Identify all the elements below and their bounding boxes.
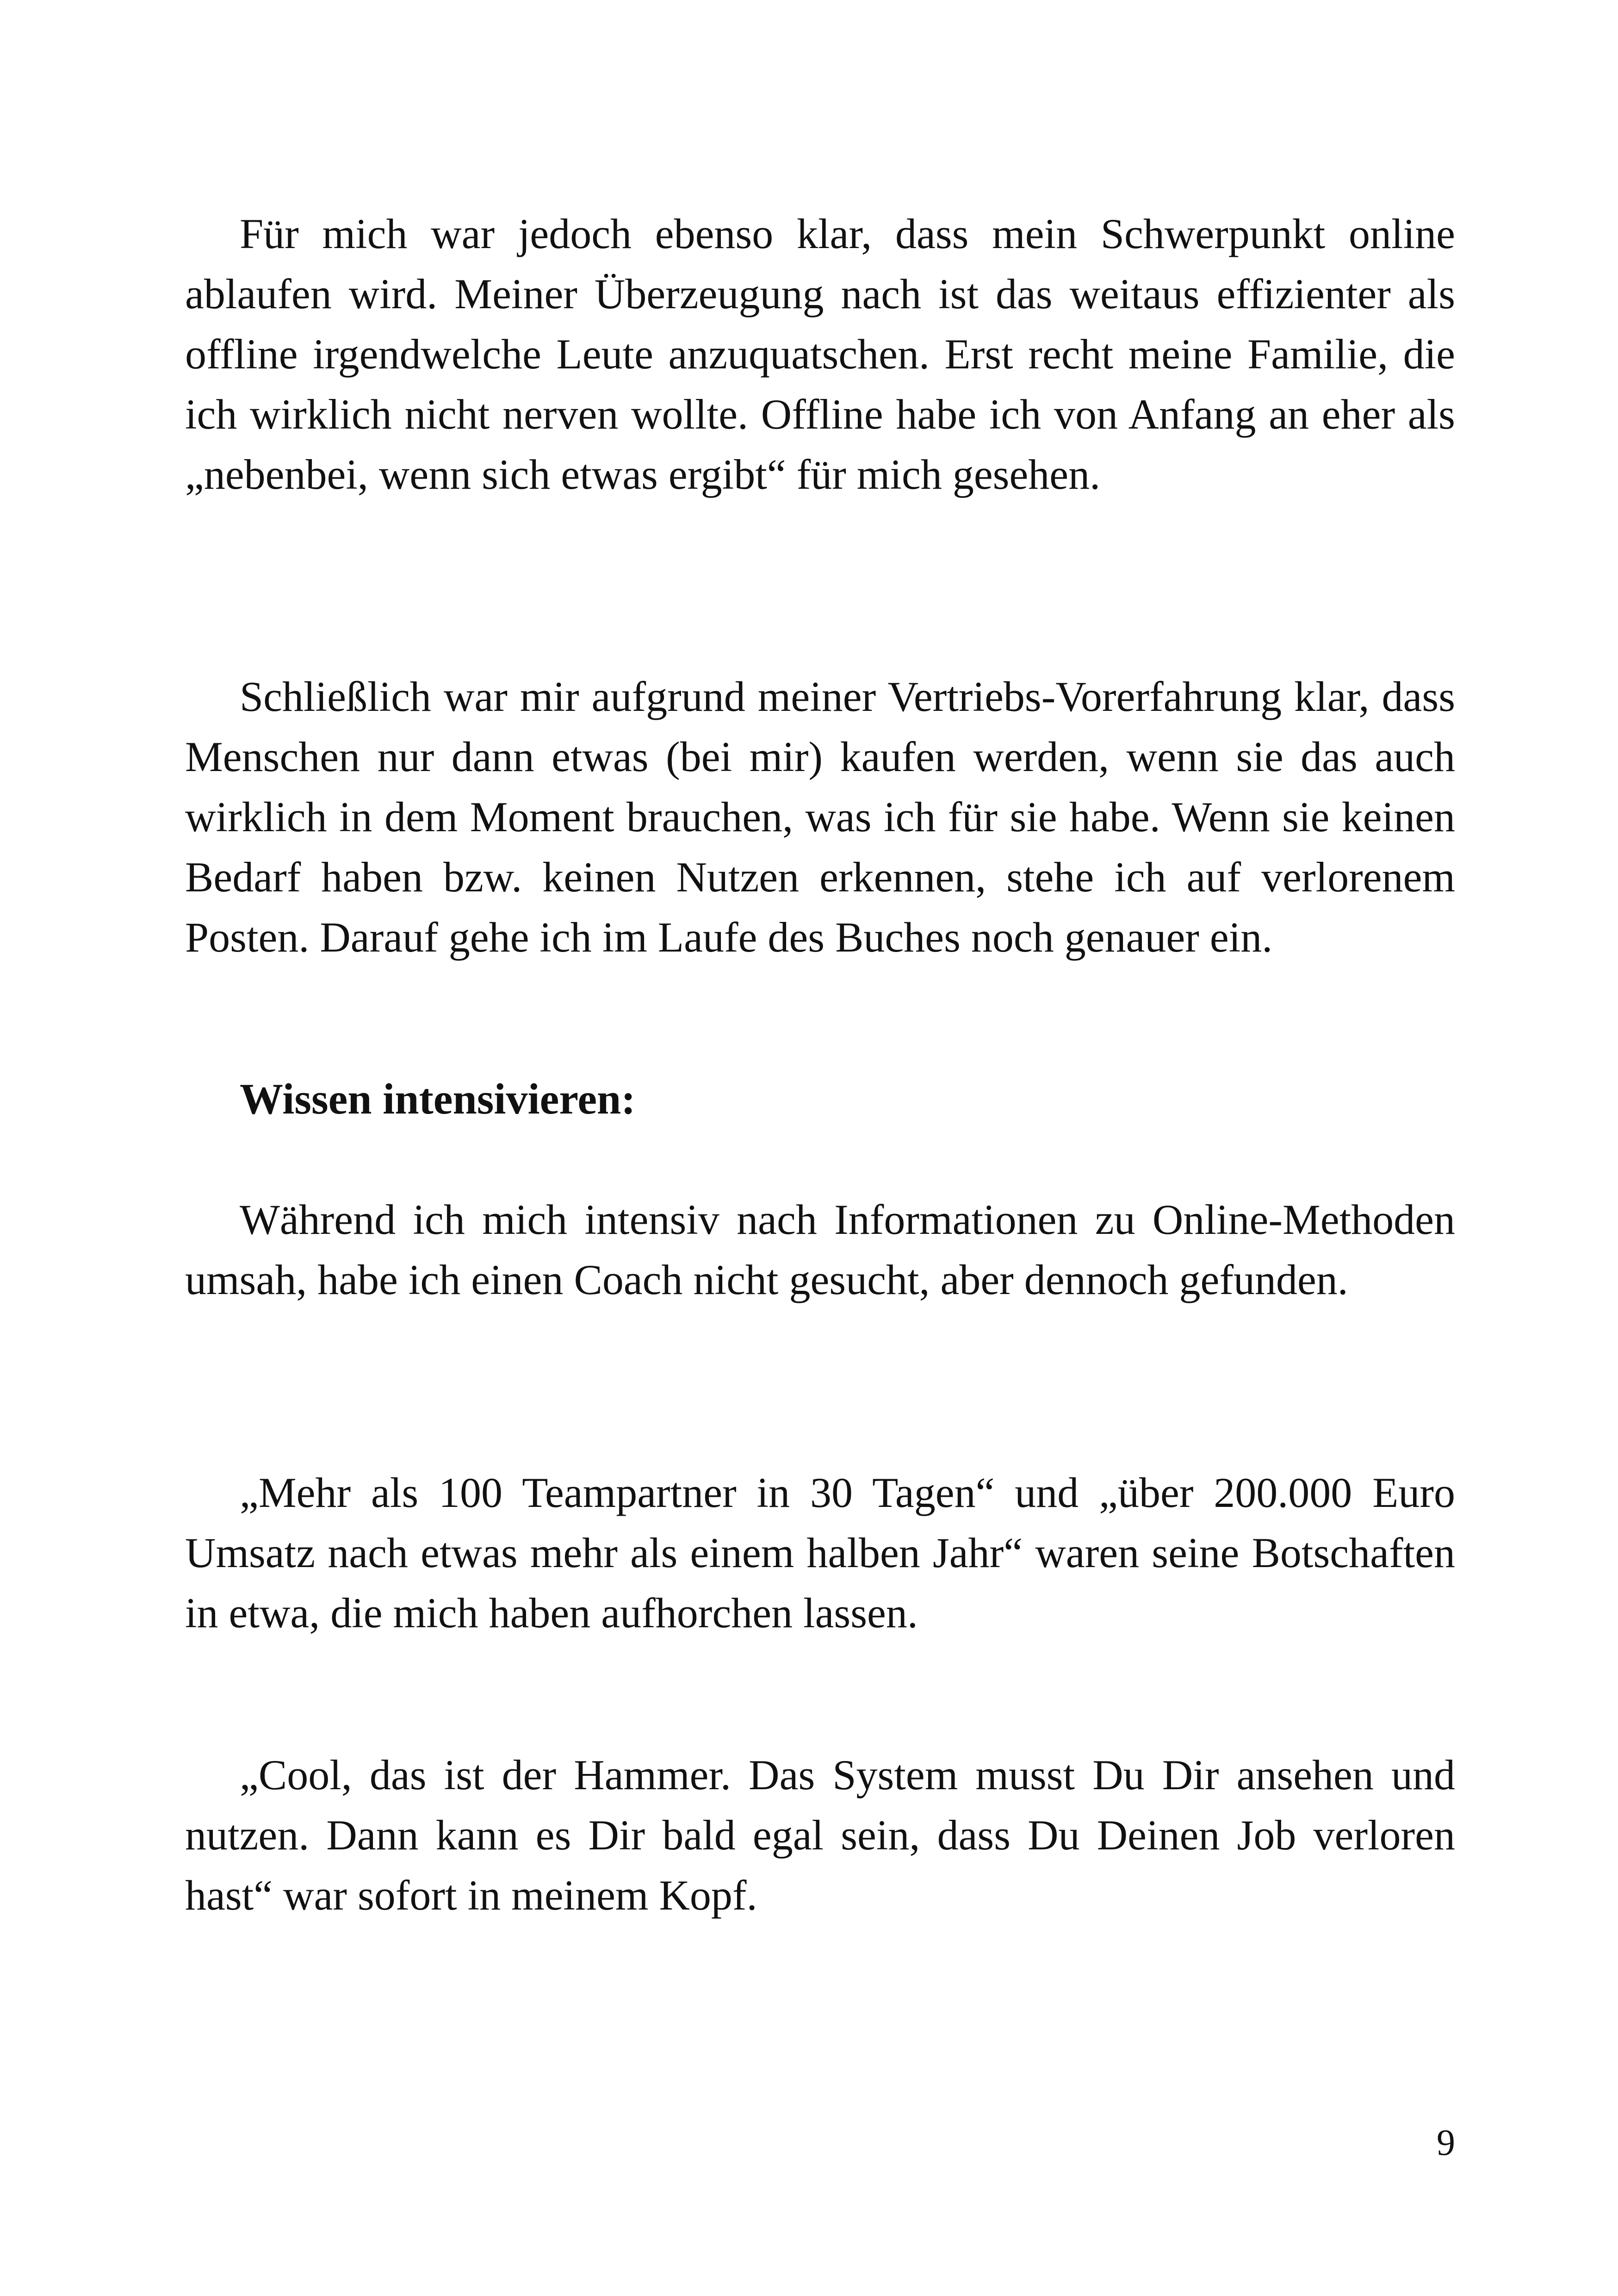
page-number: 9 — [1437, 2122, 1455, 2163]
paragraph-inner-thought: „Cool, das ist der Hammer. Das System musst Du Dir ansehen und nutzen. Dann kann es Dir bald egal sein, dass Du Deinen Job verloren hast“ war sofort in meinem Kopf. — [185, 1751, 1455, 1919]
paragraph-sales-experience: Schließlich war mir aufgrund meiner Vertriebs-Vorerfahrung klar, dass Menschen nur dann etwas (bei mir) kaufen werden, wenn sie das auch wirklich in dem Moment brauchen, was ich für sie habe. Wenn sie keinen Bedarf haben bzw. keinen Nutzen erkennen, stehe ich auf verlorenem Posten. Darauf gehe ich im Laufe des Buches noch genauer ein. — [185, 673, 1455, 961]
section-heading: Wissen intensivieren: — [240, 1075, 636, 1123]
paragraph-online-focus: Für mich war jedoch ebenso klar, dass mein Schwerpunkt online ablaufen wird. Meiner Überzeugung nach ist das weitaus effizienter als offline irgendwelche Leute anzuquatschen. Erst recht meine Familie, die ich wirklich nicht nerven wollte. Offline habe ich von Anfang an eher als „nebenbei, wenn sich etwas ergibt“ für mich gesehen. — [185, 210, 1455, 498]
paragraph-coach-messages: „Mehr als 100 Teampartner in 30 Tagen“ und „über 200.000 Euro Umsatz nach etwas mehr als einem halben Jahr“ waren seine Botschaften in etwa, die mich haben aufhorchen lassen. — [185, 1469, 1455, 1636]
paragraph-coach-found: Während ich mich intensiv nach Informationen zu Online-Methoden umsah, habe ich einen Coach nicht gesucht, aber dennoch gefunden. — [185, 1196, 1455, 1303]
